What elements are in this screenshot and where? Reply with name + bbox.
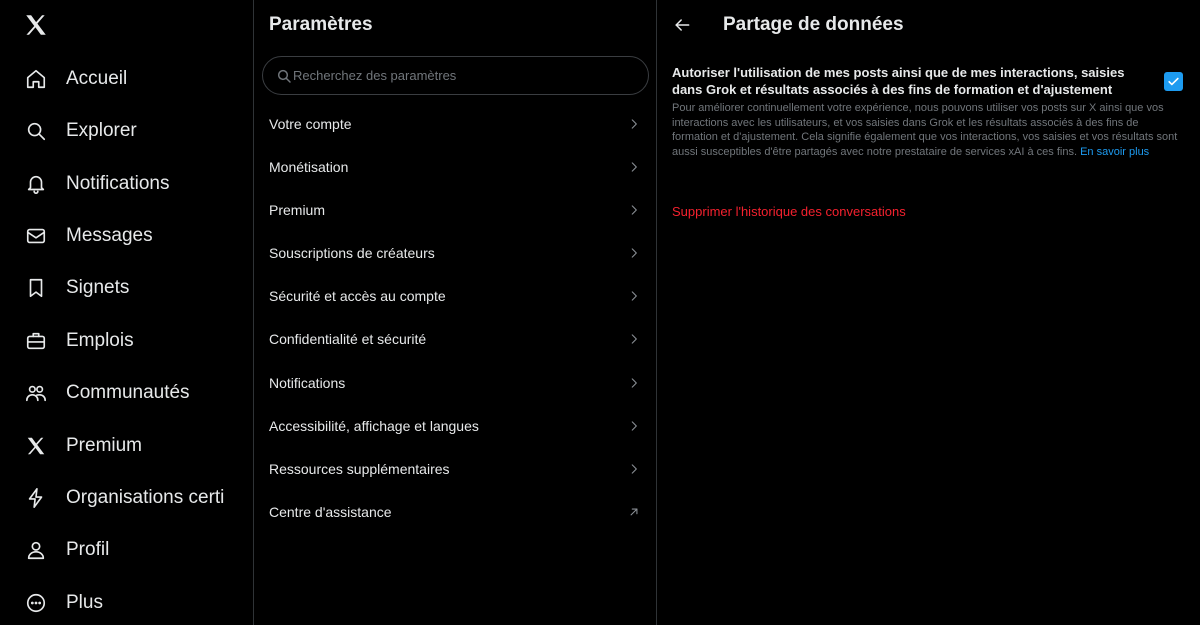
chevron-right-icon: [627, 289, 641, 303]
nav-item-label: Signets: [66, 277, 130, 298]
lightning-icon: [24, 486, 48, 510]
chevron-right-icon: [627, 376, 641, 390]
bell-icon: [24, 172, 48, 196]
settings-item-notifications[interactable]: [255, 361, 656, 404]
settings-item-creator-subscriptions[interactable]: [255, 231, 656, 274]
settings-item-label: Votre compte: [269, 115, 352, 132]
chevron-right-icon: [627, 419, 641, 433]
nav-item-profile[interactable]: [0, 528, 254, 572]
nav-item-label: Communautés: [66, 382, 190, 403]
nav-item-communities[interactable]: [0, 371, 254, 415]
search-icon: [24, 119, 48, 143]
nav-item-messages[interactable]: [0, 214, 254, 258]
settings-item-monetization[interactable]: [255, 145, 656, 188]
back-arrow-icon[interactable]: [672, 15, 692, 35]
chevron-right-icon: [627, 117, 641, 131]
nav-item-notifications[interactable]: [0, 162, 254, 206]
nav-item-bookmarks[interactable]: [0, 266, 254, 310]
nav-item-premium[interactable]: [0, 424, 254, 468]
more-circle-icon: [24, 591, 48, 615]
search-icon: [276, 68, 292, 84]
delete-history-button[interactable]: Supprimer l'historique des conversations: [672, 204, 906, 219]
settings-item-privacy[interactable]: [255, 317, 656, 360]
settings-item-label: Confidentialité et sécurité: [269, 330, 427, 347]
communities-icon: [24, 381, 48, 405]
nav-item-label: Plus: [66, 592, 103, 613]
home-icon: [24, 67, 48, 91]
chevron-right-icon: [627, 203, 641, 217]
search-input[interactable]: [293, 57, 633, 94]
nav-item-label: Emplois: [66, 330, 134, 351]
chevron-right-icon: [627, 462, 641, 476]
settings-item-label: Souscriptions de créateurs: [269, 244, 435, 261]
nav-item-label: Notifications: [66, 173, 170, 194]
nav-item-label: Organisations certi: [66, 487, 225, 508]
learn-more-link[interactable]: En savoir plus: [1080, 145, 1150, 158]
settings-item-resources[interactable]: [255, 447, 656, 490]
settings-item-label: Accessibilité, affichage et langues: [269, 417, 479, 434]
settings-item-label: Premium: [269, 201, 326, 218]
person-icon: [24, 538, 48, 562]
nav-item-home[interactable]: [0, 57, 254, 101]
nav-item-explore[interactable]: [0, 109, 254, 153]
nav-item-more[interactable]: [0, 581, 254, 625]
data-sharing-description: [672, 101, 1186, 159]
nav-item-label: Accueil: [66, 68, 128, 89]
settings-item-accessibility[interactable]: [255, 404, 656, 447]
nav-item-label: Explorer: [66, 120, 137, 141]
chevron-right-icon: [627, 332, 641, 346]
settings-item-security[interactable]: [255, 274, 656, 317]
checkmark-icon: [1167, 75, 1180, 88]
nav-item-label: Premium: [66, 435, 143, 456]
page-title: Paramètres: [269, 14, 373, 35]
settings-panel: [255, 0, 657, 625]
search-box[interactable]: [262, 56, 649, 95]
x-logo-icon: [24, 434, 48, 458]
settings-item-label: Ressources supplémentaires: [269, 460, 450, 477]
description-text: Pour améliorer continuellement votre expérience, nous pouvons utiliser vos posts sur X ainsi que vos interactions avec les utilisateurs, et vos saisies dans Grok et les résultats associés à des fins de formation et d'ajustement. Cela signifie également que vos interactions, vos saisies et vos résultats sont aussi susceptibles d'être partagés avec notre prestataire de services xAI à ces fins.: [672, 102, 1178, 158]
settings-item-account[interactable]: [255, 102, 656, 145]
external-link-icon: [627, 505, 641, 519]
briefcase-icon: [24, 329, 48, 353]
data-sharing-option-label: Autoriser l'utilisation de mes posts ainsi que de mes interactions, saisies dans Grok et résultats associés à des fins de formation et d'ajustement: [672, 65, 1125, 97]
nav-item-label: Messages: [66, 225, 153, 246]
nav-item-verified-orgs[interactable]: [0, 476, 254, 520]
data-sharing-checkbox[interactable]: [1164, 72, 1183, 91]
settings-item-label: Sécurité et accès au compte: [269, 287, 446, 304]
main-nav: [0, 0, 254, 625]
settings-item-label: Monétisation: [269, 158, 349, 175]
bookmark-icon: [24, 276, 48, 300]
settings-item-label: Centre d'assistance: [269, 503, 392, 520]
nav-item-jobs[interactable]: [0, 319, 254, 363]
chevron-right-icon: [627, 160, 641, 174]
detail-title: Partage de données: [723, 14, 904, 35]
nav-item-label: Profil: [66, 539, 110, 560]
settings-item-label: Notifications: [269, 374, 346, 391]
x-logo-icon[interactable]: [22, 11, 50, 39]
detail-panel: [658, 0, 1200, 625]
chevron-right-icon: [627, 246, 641, 260]
settings-item-help-center[interactable]: [255, 490, 656, 533]
mail-icon: [24, 224, 48, 248]
settings-item-premium[interactable]: [255, 188, 656, 231]
